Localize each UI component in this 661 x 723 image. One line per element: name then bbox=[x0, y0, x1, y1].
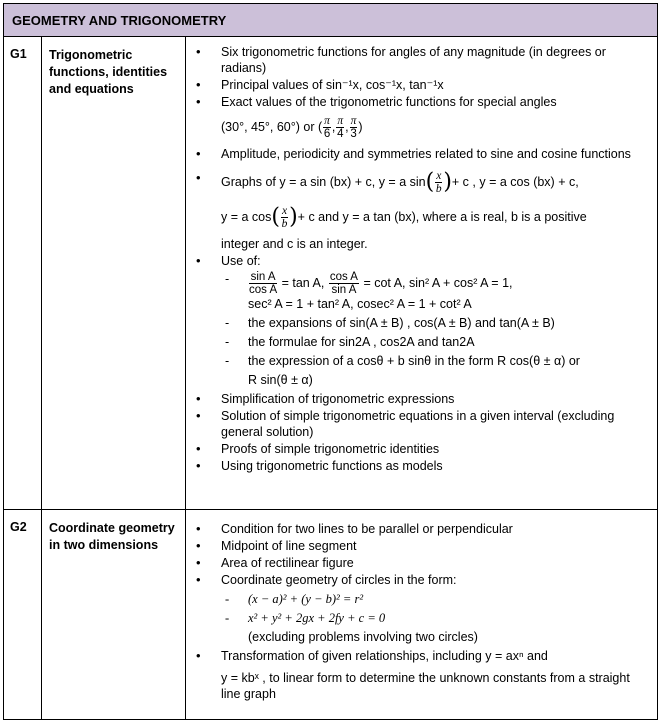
list-item: • Proofs of simple trigonometric identities bbox=[186, 441, 649, 457]
list-item-continuation: (30°, 45°, 60°) or ( $\frac{\pi}{6}$ , $\frac{\pi}{4}$ , $\frac{\pi}{3}$ ) bbox=[221, 115, 363, 140]
list-item: • Simplification of trigonometric expressions bbox=[186, 391, 649, 407]
fraction: $\frac{\pi}{6}$ bbox=[323, 115, 331, 140]
list-item: • Exact values of the trigonometric functions for special angles bbox=[186, 94, 649, 110]
row-content bbox=[186, 37, 657, 509]
sub-item-continuation: sec² A = 1 + tan² A, cosec² A = 1 + cot² A bbox=[248, 297, 472, 311]
fraction: $\frac{\text{cos A}}{\text{sin A}}$ bbox=[329, 271, 358, 296]
row-code: G1 bbox=[4, 37, 42, 509]
list-item: • Transformation of given relationships, including y = axⁿ and bbox=[186, 648, 649, 664]
list-item: • Using trigonometric functions as models bbox=[186, 458, 649, 474]
list-item: • Condition for two lines to be parallel or perpendicular bbox=[186, 521, 649, 537]
sub-item: - (x − a)² + (y − b)² = r² bbox=[221, 591, 649, 607]
sub-item: - the expression of a cosθ + b sinθ in the form R cos(θ ± α) or bbox=[221, 353, 649, 369]
row-topic: Coordinate geometry in two dimensions bbox=[42, 510, 186, 720]
list-item: • Coordinate geometry of circles in the form: bbox=[186, 572, 649, 588]
table-row-g2 bbox=[4, 509, 657, 720]
sub-list bbox=[186, 591, 649, 645]
list-item-continuation: y = kbˣ , to linear form to determine the unknown constants from a straight line graph bbox=[221, 671, 630, 701]
list-item: • Principal values of sin⁻¹x, cos⁻¹x, tan⁻¹x bbox=[186, 77, 649, 93]
list-item: • Solution of simple trigonometric equations in a given interval (excluding general solution) bbox=[186, 408, 649, 440]
fraction: $\frac{\pi}{4}$ bbox=[337, 115, 344, 140]
row-topic: Trigonometric functions, identities and equations bbox=[42, 37, 186, 509]
list-item: • Use of: bbox=[186, 253, 649, 269]
syllabus-table bbox=[3, 3, 658, 720]
list-item: • Area of rectilinear figure bbox=[186, 555, 649, 571]
row-content bbox=[186, 510, 657, 720]
section-title: GEOMETRY AND TRIGONOMETRY bbox=[4, 4, 657, 37]
list-item: • Midpoint of line segment bbox=[186, 538, 649, 554]
sub-item: - the formulae for sin2A , cos2A and tan2A bbox=[221, 334, 649, 350]
sub-list bbox=[186, 271, 649, 388]
list-item: • Amplitude, periodicity and symmetries related to sine and cosine functions bbox=[186, 146, 649, 162]
sub-item: - the expansions of sin(A ± B) , cos(A ± B) and tan(A ± B) bbox=[221, 315, 649, 331]
list-item-continuation: y = a cos( $\frac{x}{b}$ )+ c and y = a tan (bx), where a is real, b is a positive bbox=[221, 204, 587, 230]
sub-item: - $\frac{\text{sin A}}{\text{cos A}}$ = tan A, $\frac{\text{cos A}}{\text{sin A}}$ = cot A, sin² A + cos² A = 1, bbox=[221, 271, 649, 296]
fraction: $\frac{x}{b}$ bbox=[281, 205, 288, 230]
list-item: • Graphs of y = a sin (bx) + c, y = a sin( $\frac{x}{b}$ )+ c , y = a cos (bx) + c, bbox=[186, 170, 649, 195]
sub-item-note: (excluding problems involving two circles) bbox=[248, 630, 478, 644]
fraction: $\frac{\pi}{3}$ bbox=[350, 115, 357, 140]
special-angles-text: (30°, 45°, 60°) or ( bbox=[221, 119, 323, 134]
sub-item-continuation: R sin(θ ± α) bbox=[248, 373, 313, 387]
table-row-g1 bbox=[4, 37, 657, 509]
fraction: - $\frac{\text{sin A}}{\text{cos A}}$ bbox=[249, 271, 278, 296]
list-item-continuation: integer and c is an integer. bbox=[221, 237, 368, 251]
fraction: $\frac{x}{b}$ bbox=[435, 170, 442, 195]
row-code: G2 bbox=[4, 510, 42, 720]
list-item: • Six trigonometric functions for angles of any magnitude (in degrees or radians) bbox=[186, 44, 649, 76]
sub-item: - x² + y² + 2gx + 2fy + c = 0 bbox=[221, 610, 649, 626]
